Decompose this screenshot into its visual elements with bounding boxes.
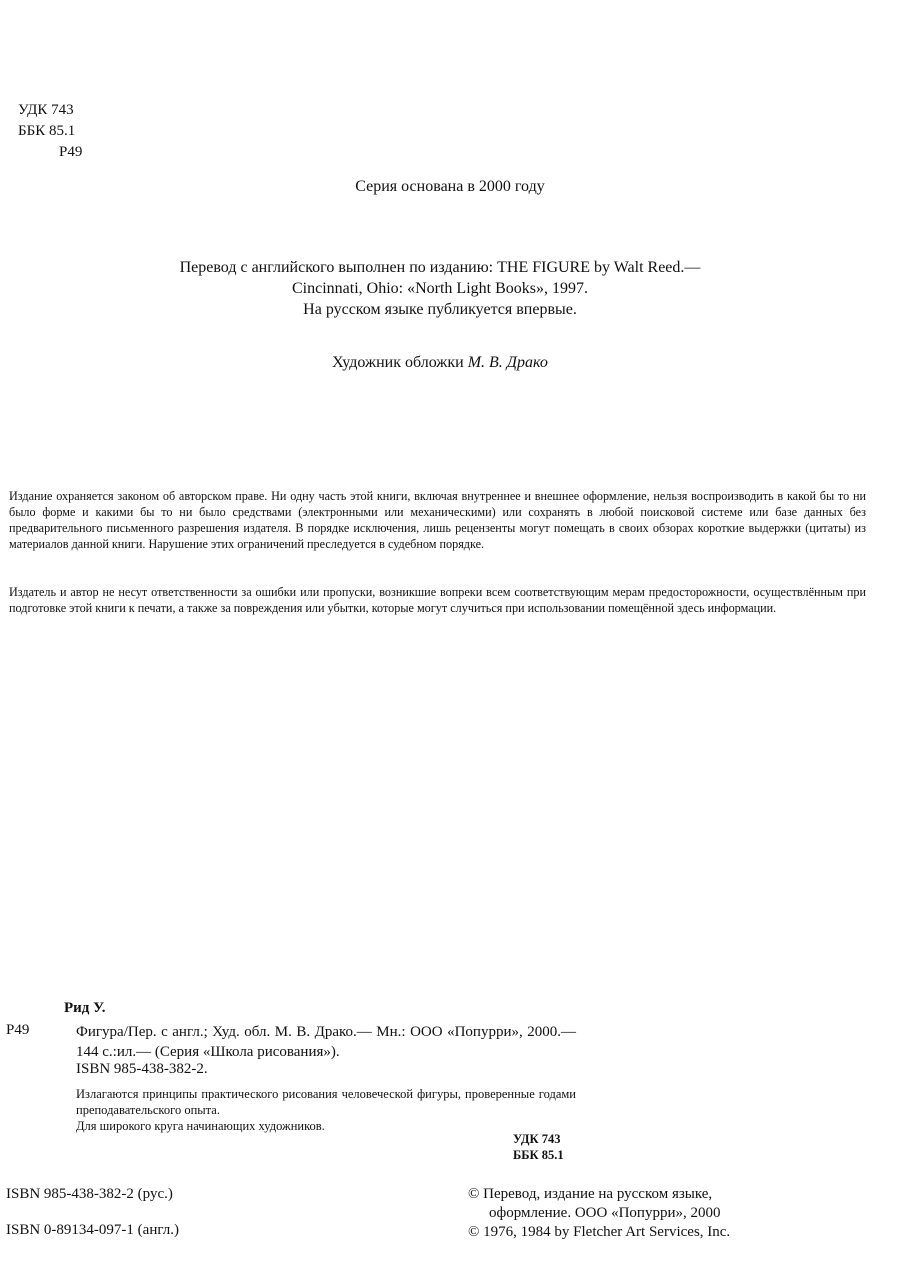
translation-note	[0, 257, 880, 320]
copyright-block	[468, 1185, 730, 1242]
copyright-line-3: © 1976, 1984 by Fletcher Art Services, Inc.	[468, 1224, 731, 1240]
udk-code: УДК 743	[18, 102, 74, 118]
cover-artist-name: М. В. Драко	[467, 354, 548, 371]
bib-annotation-1: Излагаются принципы практического рисования человеческой фигуры, проверенные годами преподавательского опыта.	[76, 1087, 576, 1117]
bib-code: Р49	[6, 1022, 30, 1038]
bib-isbn: ISBN 985-438-382-2.	[76, 1061, 208, 1077]
translation-line-2: Cincinnati, Ohio: «North Light Books», 1997.	[292, 280, 588, 297]
copyright-line-2: оформление. ООО «Попурри», 2000	[489, 1205, 721, 1221]
bib-udk: УДК 743	[513, 1132, 561, 1146]
cover-artist-label: Художник обложки	[332, 354, 464, 371]
bib-bbk: ББК 85.1	[513, 1148, 564, 1162]
translation-line-3: На русском языке публикуется впервые.	[303, 301, 577, 318]
copyright-notice: Издание охраняется законом об авторском праве. Ни одну часть этой книги, включая внутреннее и внешнее оформление, нельзя воспроизводить в какой бы то ни было форме и какими бы то ни было средствами (электронными или механическими) или сохранять в любой поисковой системе или базе данных без предварительного письменного разрешения издателя. В порядке исключения, лишь рецензенты могут помещать в своих обзорах короткие выдержки (цитаты) из материалов данной книги. Нарушение этих ограничений преследуется в судебном порядке.	[9, 489, 866, 551]
translation-line-1: Перевод с английского выполнен по изданию: THE FIGURE by Walt Reed.—	[179, 259, 701, 276]
classification-codes	[18, 100, 82, 163]
liability-notice: Издатель и автор не несут ответственности за ошибки или пропуски, возникшие вопреки всем соответствующим мерам предосторожности, осуществлённым при подготовке этой книги к печати, а также за повреждения или убытки, которые могут случиться при использовании помещённой здесь информации.	[9, 585, 866, 615]
bib-annotation	[76, 1086, 576, 1134]
isbn-russian: ISBN 985-438-382-2 (рус.)	[6, 1186, 173, 1202]
cover-artist	[0, 354, 880, 372]
isbn-english: ISBN 0-89134-097-1 (англ.)	[6, 1222, 179, 1238]
author-mark: Р49	[59, 144, 83, 160]
bib-annotation-2: Для широкого круга начинающих художников.	[76, 1119, 325, 1133]
copyright-line-1: © Перевод, издание на русском языке,	[468, 1186, 713, 1202]
series-note: Серия основана в 2000 году	[355, 178, 545, 195]
bib-author: Рид У.	[64, 1000, 106, 1016]
bib-description: Фигура/Пер. с англ.; Худ. обл. М. В. Драко.— Мн.: ООО «Попурри», 2000.— 144 с.:ил.— (Серия «Школа рисования»).	[76, 1024, 576, 1060]
bbk-code: ББК 85.1	[18, 123, 76, 139]
bib-codes	[513, 1131, 564, 1163]
